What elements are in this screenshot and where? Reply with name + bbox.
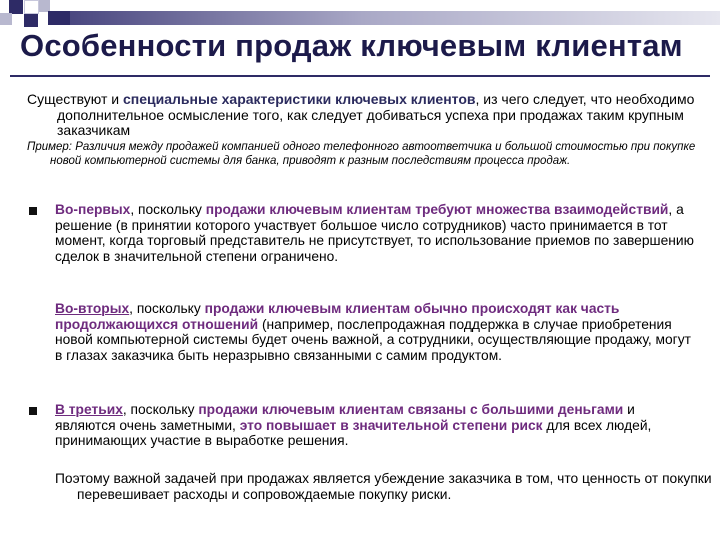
intro-highlight: специальные характеристики ключевых клиентов	[123, 91, 476, 107]
point-2-text-2: (например, послепродажная поддержка в случае приобретения новой компьютерной системы будет очень важной, а сотрудники, осуществляющие продажу, могут в глазах заказчика быть неразрывно связанными с самим продуктом.	[55, 316, 691, 363]
intro-text-1: Существуют и	[27, 91, 124, 107]
point-2-paragraph	[55, 301, 695, 363]
slide-title: Особенности продаж ключевым клиентам	[20, 28, 683, 63]
conclusion-paragraph: Поэтому важной задачей при продажах является убеждение заказчика в том, что ценность от покупки перевешивает расходы и сопровождаемые покупку риски.	[55, 471, 712, 502]
point-3-highlight-1: продажи ключевым клиентам связаны с большими деньгами	[198, 402, 624, 417]
point-1-text-1: , поскольку	[130, 202, 206, 217]
point-2-highlight: продажи ключевым клиентам обычно происходят как часть продолжающихся отношений	[55, 301, 620, 332]
square-bullet-icon	[29, 407, 37, 415]
decor-square-white-1	[24, 0, 39, 14]
point-1-highlight: продажи ключевым клиентам требуют множества взаимодействий	[205, 202, 669, 217]
top-band-gradient	[70, 11, 720, 25]
example-paragraph: Пример: Различия между продажей компанией одного телефонного автоответчика и большой стоимостью при покупке новой компьютерной системы для банка, приводят к разным последствиям процесса продаж.	[27, 141, 696, 167]
point-1-paragraph	[55, 202, 695, 264]
intro-text-2: , из чего следует, что необходимо дополнительное осмысление того, как следует добиваться успеха при продажах таким крупным заказчикам	[57, 91, 695, 138]
point-3-text-2: и являются очень заметными,	[55, 402, 635, 433]
top-band-dark	[48, 11, 70, 25]
point-1-lead: Во-первых	[55, 202, 131, 217]
point-3-text-1: , поскольку	[122, 402, 199, 417]
point-2-text-1: , поскольку	[129, 301, 205, 316]
point-3-paragraph	[55, 402, 695, 449]
intro-paragraph	[27, 92, 720, 139]
point-3-highlight-2: это повышает в значительной степени риск	[239, 417, 543, 433]
point-3-text-3: для всех людей, принимающих участие в выработке решения.	[55, 417, 652, 449]
decor-square-dark-2	[24, 13, 38, 27]
decor-square-dark-1	[9, 0, 23, 14]
point-3-lead: В третьих	[55, 402, 123, 417]
point-1-text-2: , а решение (в принятии которого участвует большое число сотрудников) часто принимается в тот момент, когда торговый представитель не присутствует, то использование приемов по завершению сделок в значительной степени ограничено.	[55, 202, 694, 264]
square-bullet-icon	[29, 207, 37, 215]
title-underline	[10, 75, 710, 77]
point-2-lead: Во-вторых	[55, 301, 130, 316]
decor-square-light-1	[0, 13, 12, 25]
